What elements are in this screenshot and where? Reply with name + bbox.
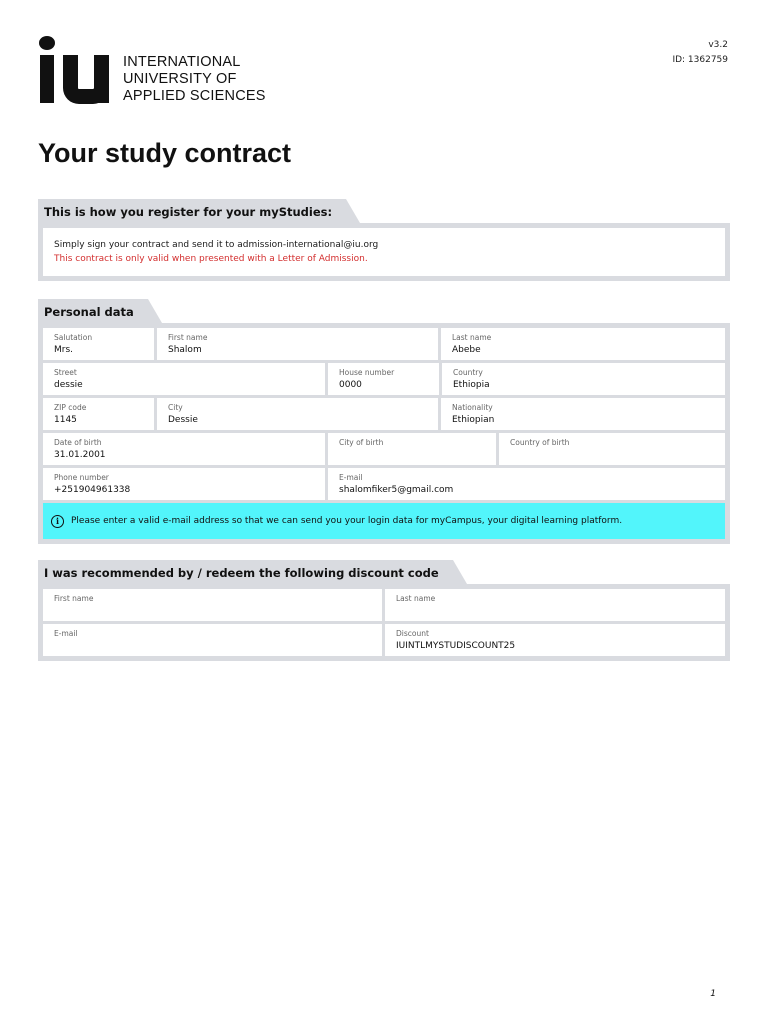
page-number: 1 <box>710 989 716 999</box>
referral-heading: I was recommended by / redeem the following discount code <box>38 560 453 584</box>
phone-number-field[interactable]: Phone number +251904961338 <box>43 468 325 500</box>
country-of-birth-field[interactable]: Country of birth <box>499 433 725 465</box>
logo-wordmark: INTERNATIONAL UNIVERSITY OF APPLIED SCIENCES <box>123 54 266 104</box>
salutation-field[interactable]: Salutation Mrs. <box>43 328 154 360</box>
street-field[interactable]: Street dessie <box>43 363 325 395</box>
referral-first-name-field[interactable]: First name <box>43 589 382 621</box>
register-heading: This is how you register for your myStudies: <box>38 199 346 223</box>
nationality-field[interactable]: Nationality Ethiopian <box>441 398 725 430</box>
date-of-birth-field[interactable]: Date of birth 31.01.2001 <box>43 433 325 465</box>
email-notice <box>43 503 725 539</box>
referral-last-name-field[interactable]: Last name <box>385 589 725 621</box>
email-notice-text: Please enter a valid e-mail address so that we can send you your login data for myCampus, your digital learning platform. <box>71 516 623 526</box>
referral-section <box>38 560 730 661</box>
city-field[interactable]: City Dessie <box>157 398 438 430</box>
house-number-field[interactable]: House number 0000 <box>328 363 439 395</box>
email-field[interactable]: E-mail shalomfiker5@gmail.com <box>328 468 725 500</box>
country-field[interactable]: Country Ethiopia <box>442 363 725 395</box>
document-id: ID: 1362759 <box>672 55 728 65</box>
info-icon: i <box>51 515 64 528</box>
iu-logo-mark <box>38 36 114 106</box>
personal-data-section <box>38 299 730 544</box>
first-name-field[interactable]: First name Shalom <box>157 328 438 360</box>
last-name-field[interactable]: Last name Abebe <box>441 328 725 360</box>
register-warning: This contract is only valid when presented with a Letter of Admission. <box>54 254 368 264</box>
zip-code-field[interactable]: ZIP code 1145 <box>43 398 154 430</box>
discount-code-field[interactable]: Discount IUINTLMYSTUDISCOUNT25 <box>385 624 725 656</box>
city-of-birth-field[interactable]: City of birth <box>328 433 496 465</box>
register-info-box <box>43 228 725 276</box>
page-title: Your study contract <box>38 138 292 168</box>
iu-logo <box>38 36 266 106</box>
referral-email-field[interactable]: E-mail <box>43 624 382 656</box>
version-info <box>672 38 728 68</box>
personal-data-heading: Personal data <box>38 299 148 323</box>
register-instruction: Simply sign your contract and send it to admission-international@iu.org <box>54 240 379 250</box>
register-section <box>38 199 730 281</box>
version-number: v3.2 <box>708 40 728 50</box>
